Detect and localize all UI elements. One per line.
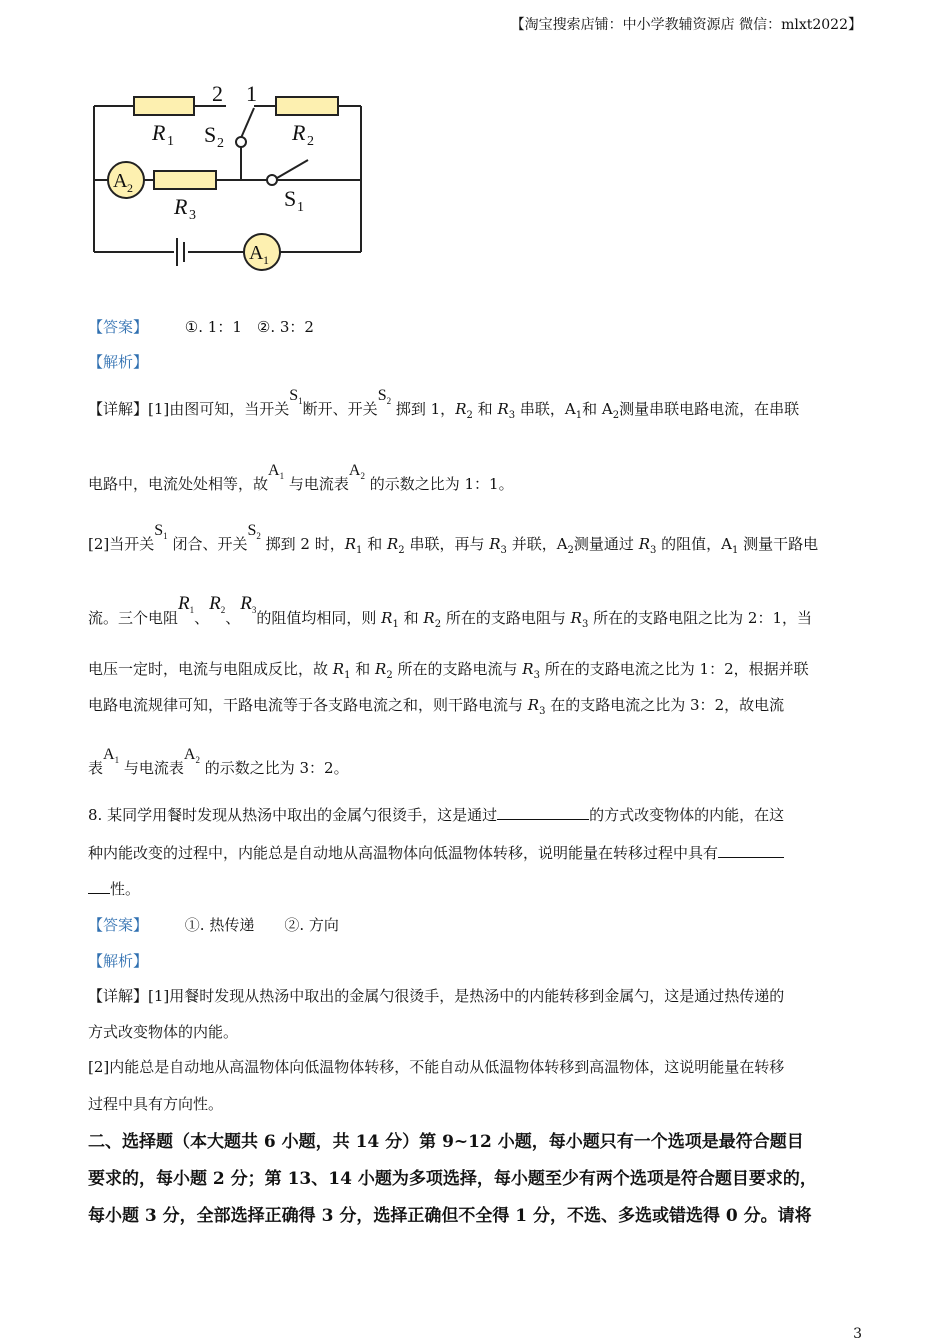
svg-text:2: 2 (217, 136, 224, 151)
svg-text:R: R (174, 194, 188, 219)
q7-detail-line-5: 电压一定时，电流与电阻成反比，故 $R_1$ 和 $R_2$ 所在的支路电流与 $R_3$ 所在的支路电流之比为 1：2，根据并联 (88, 660, 809, 681)
resistor-r3 (154, 171, 216, 189)
svg-text:S: S (204, 122, 217, 147)
resistor-r2 (276, 97, 338, 115)
svg-text:R: R (152, 120, 166, 145)
q7-detail-line-4: 流。三个电阻$R_1$、$R_2$、$R_3$的阻值均相同，则 $R_1$ 和 $R_2$ 所在的支路电阻与 $R_3$ 所在的支路电阻之比为 2：1，当 (88, 593, 812, 630)
svg-text:1: 1 (167, 134, 174, 149)
section2-line-3: 每小题 3 分，全部选择正确得 3 分，选择正确但不全得 1 分，不选、多选或错选得 0 分。请将 (88, 1206, 812, 1226)
q7-answer (88, 316, 314, 337)
q7-detail-line-3: [2]当开关$S_1$ 闭合、开关$S_2$ 掷到 2 时，$R_1$ 和 $R_2$ 串联，再与 $R_3$ 并联，$A_2$测量通过 $R_3$ 的阻值，$A_1$ 测量干路电 (88, 522, 819, 556)
blank-2 (718, 843, 784, 858)
analysis-tag: 【解析】 (88, 353, 149, 371)
svg-text:3: 3 (189, 208, 196, 223)
svg-text:A: A (113, 170, 128, 192)
svg-text:A: A (249, 242, 264, 264)
blank-2-cont (88, 879, 110, 894)
switch-s2-pivot (236, 137, 246, 147)
answer-tag: 【答案】 (88, 318, 149, 336)
q8-answer (88, 914, 339, 935)
answer-text: ①. 1：1 ②. 3：2 (184, 318, 314, 336)
q7-detail-line-7: 表$A_1$ 与电流表$A_2$ 的示数之比为 3：2。 (88, 746, 349, 777)
section2-line-2: 要求的，每小题 2 分；第 13、14 小题为多项选择，每小题至少有两个选项是符合题目要求的， (88, 1169, 817, 1189)
svg-text:1: 1 (263, 253, 269, 267)
svg-text:1: 1 (297, 200, 304, 215)
blank-1 (497, 805, 589, 820)
svg-text:R: R (292, 120, 306, 145)
resistor-r1 (134, 97, 194, 115)
section2-line-1: 二、选择题（本大题共 6 小题，共 14 分）第 9~12 小题，每小题只有一个选项是最符合题目 (88, 1132, 804, 1152)
svg-text:S: S (284, 186, 297, 211)
answer-text: ①. 热传递 ②. 方向 (184, 916, 339, 934)
page-number: 3 (853, 1326, 862, 1342)
analysis-tag: 【解析】 (88, 952, 149, 970)
q8-stem-line-1: 8. 某同学用餐时发现从热汤中取出的金属勺很烫手，这是通过 的方式改变物体的内能，在这 (88, 806, 785, 824)
answer-tag: 【答案】 (88, 916, 149, 934)
q8-stem-line-3: 性。 (88, 878, 140, 899)
q8-stem-line-2: 种内能改变的过程中，内能总是自动地从高温物体向低温物体转移，说明能量在转移过程中具有 (88, 842, 784, 863)
switch-s1-pivot (267, 175, 277, 185)
header-note: 【淘宝搜索店铺：中小学教辅资源店 微信：mlxt2022】 (510, 17, 862, 33)
circuit-diagram (86, 78, 376, 283)
q8-detail-line-4: 过程中具有方向性。 (88, 1095, 224, 1113)
q7-detail-line-2: 电路中，电流处处相等，故$A_1$ 与电流表$A_2$ 的示数之比为 1：1。 (88, 462, 514, 493)
svg-text:1: 1 (246, 81, 257, 106)
svg-text:2: 2 (212, 81, 223, 106)
svg-text:2: 2 (307, 134, 314, 149)
q8-detail-line-2: 方式改变物体的内能。 (88, 1023, 239, 1041)
q7-detail-line-6: 电路电流规律可知，干路电流等于各支路电流之和，则干路电流与 $R_3$ 在的支路电流之比为 3：2，故电流 (88, 696, 785, 717)
q8-detail-line-1: 【详解】[1]用餐时发现从热汤中取出的金属勺很烫手，是热汤中的内能转移到金属勺，这是通过热传递的 (88, 987, 785, 1005)
q7-detail-line-1: 【详解】[1]由图可知，当开关$S_1$断开、开关$S_2$ 掷到 1，$R_2$ 和 $R_3$ 串联，$A_1$和 $A_2$测量串联电路电流，在串联 (88, 387, 800, 421)
q8-detail-line-3: [2]内能总是自动地从高温物体向低温物体转移，不能自动从低温物体转移到高温物体，这说明能量在转移 (88, 1058, 785, 1076)
svg-text:2: 2 (127, 181, 133, 195)
